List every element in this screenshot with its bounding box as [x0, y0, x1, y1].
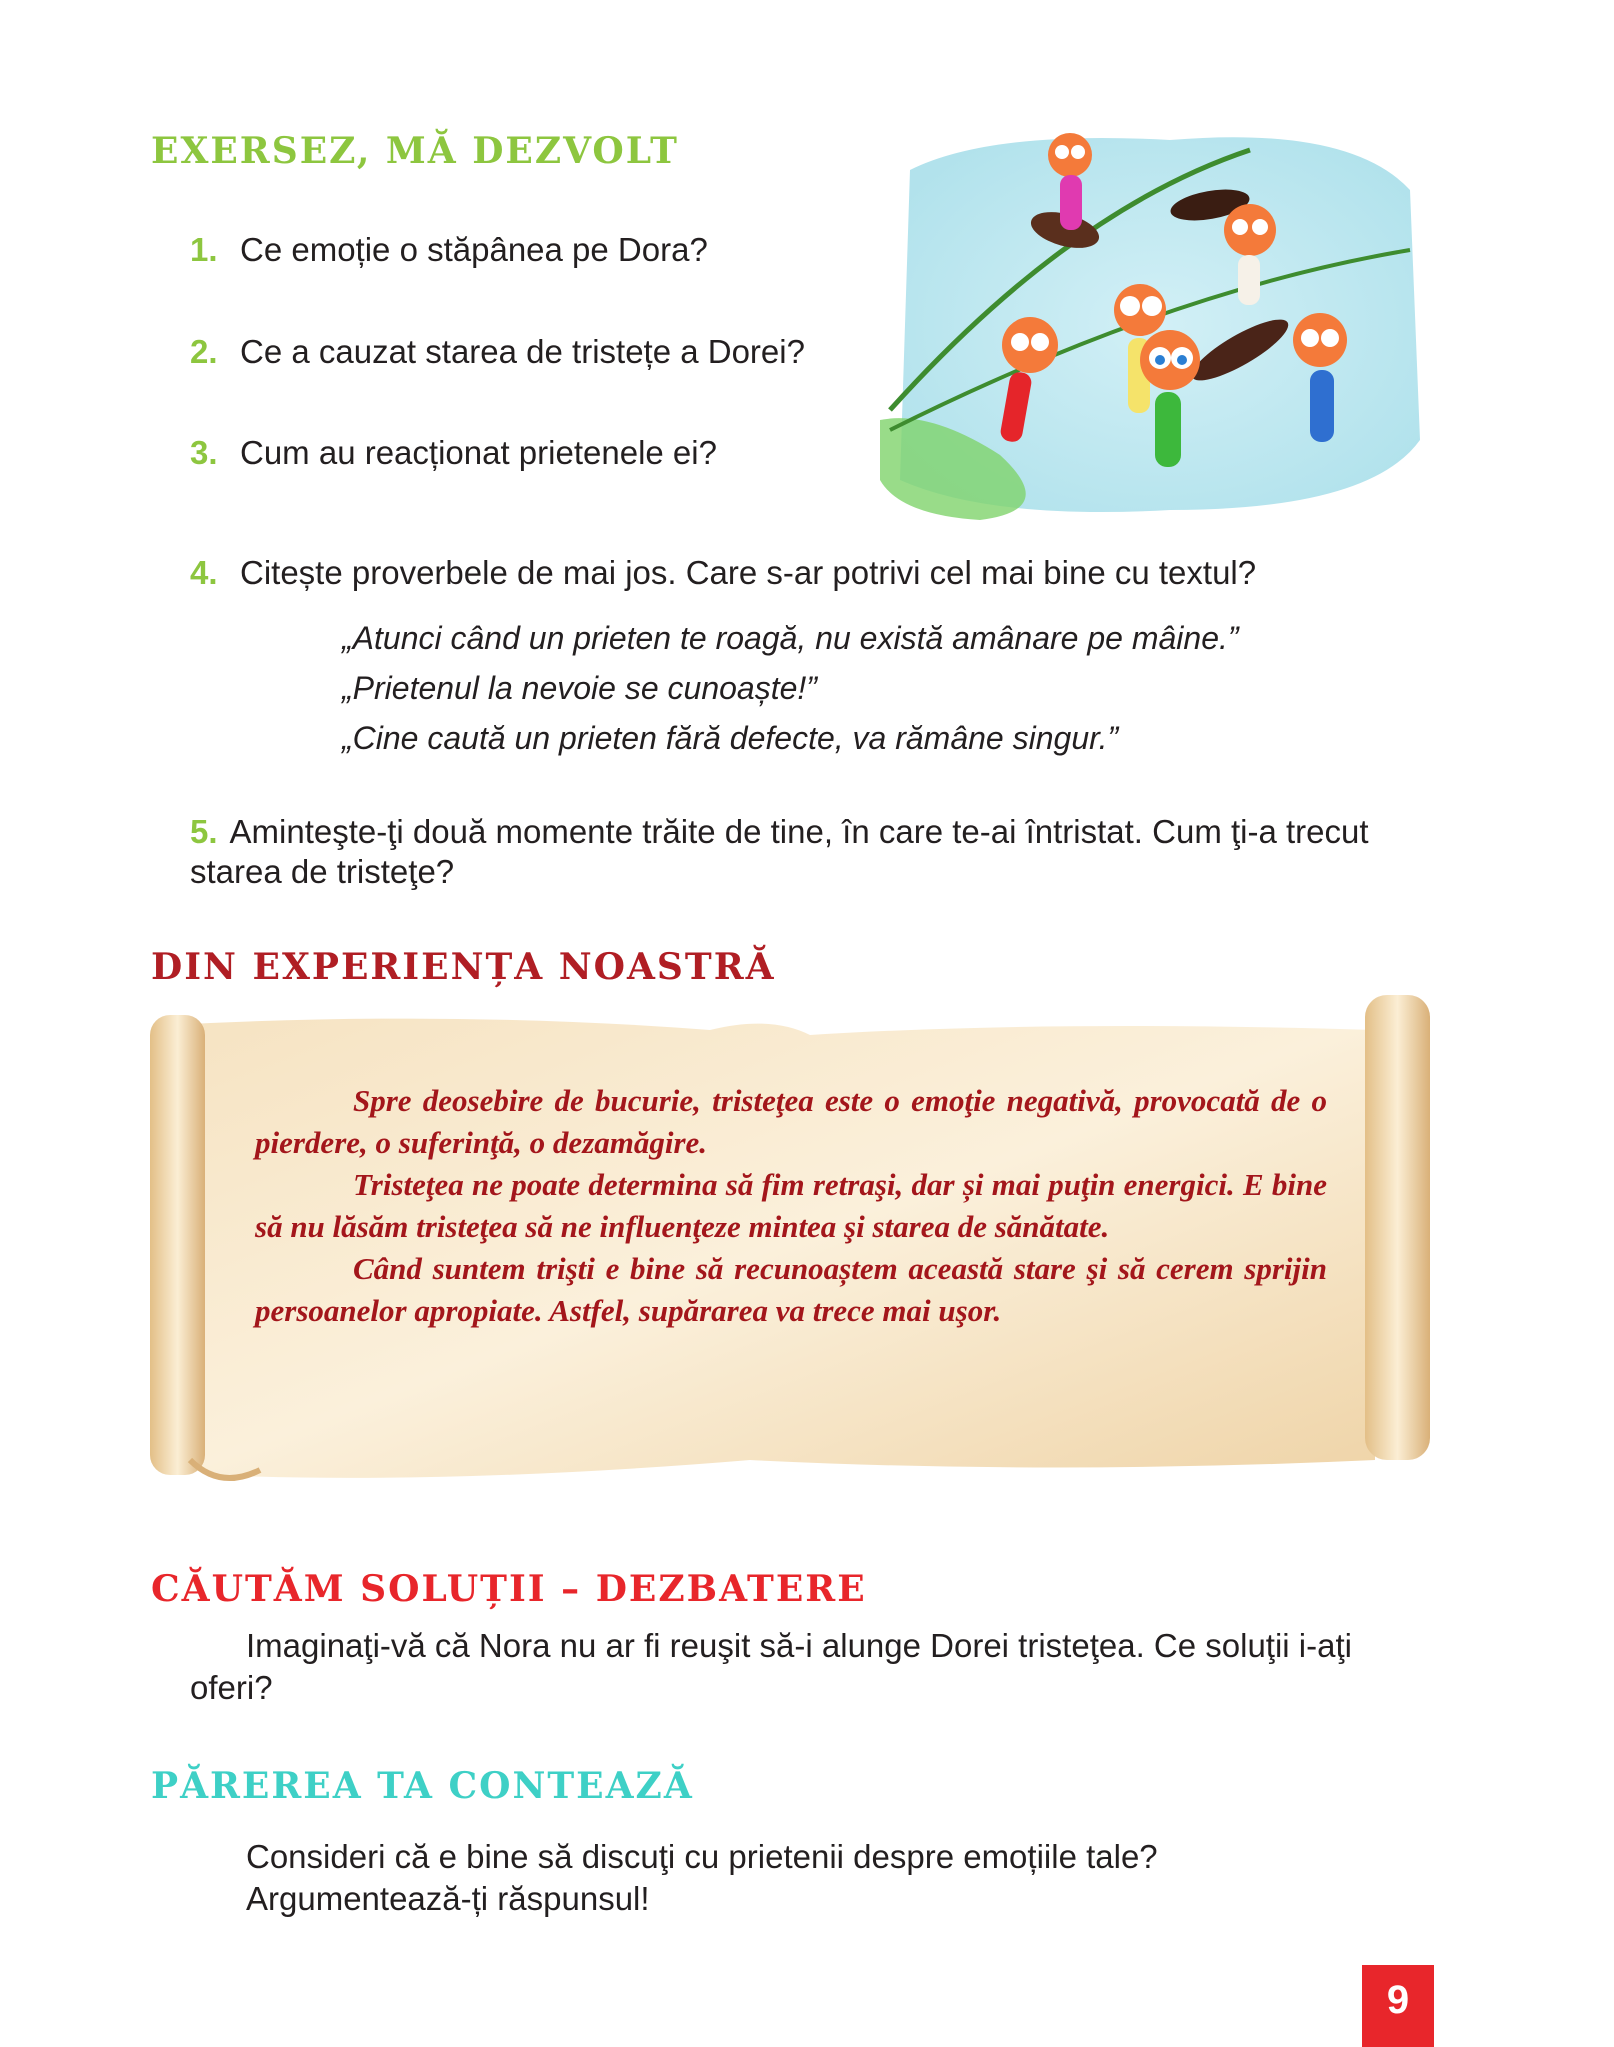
question-1: 1. Ce emoție o stăpânea pe Dora?: [190, 231, 708, 268]
opinion-line: Argumentează-ți răspunsul!: [246, 1880, 650, 1917]
question-5: 5. Aminteşte-ţi două momente trăite de tine, în care te-ai întristat. Cum ţi-a trecut starea de tristeţe?: [190, 813, 1369, 890]
opinion-line: Consideri că e bine să discuţi cu prietenii despre emoțiile tale?: [246, 1838, 1158, 1875]
proverb-3: „Cine caută un prieten fără defecte, va rămâne singur.”: [342, 720, 1119, 756]
question-text: Cum au reacționat prietenele ei?: [240, 434, 717, 471]
debate-text: Imaginaţi-vă că Nora nu ar fi reuşit să-i alunge Dorei tristeţea. Ce soluţii i-aţi oferi?: [190, 1627, 1352, 1706]
question-text: Ce a cauzat starea de tristețe a Dorei?: [240, 333, 805, 370]
opinion-text: [246, 1836, 1426, 1920]
scroll-paragraph: Tristeţea ne poate determina să fim retraşi, dar și mai puţin energici. E bine să nu lăsăm tristeţea să ne influenţeze mintea şi starea de sănătate.: [255, 1167, 1327, 1244]
page-number: 9: [1362, 1965, 1434, 2047]
question-text: Aminteşte-ţi două momente trăite de tine, în care te-ai întristat. Cum ţi-a trecut starea de tristeţe?: [190, 813, 1369, 890]
question-text: Ce emoție o stăpânea pe Dora?: [240, 231, 708, 268]
section-heading-experienta: DIN EXPERIENȚA NOASTRĂ: [151, 946, 776, 988]
section-heading-exersez: EXERSEZ, MĂ DEZVOLT: [151, 130, 679, 172]
section-heading-parerea: PĂREREA TA CONTEAZĂ: [151, 1765, 694, 1807]
scroll-text: [255, 1080, 1327, 1332]
section-heading-cautam: CĂUTĂM SOLUȚII – DEZBATERE: [151, 1568, 867, 1610]
question-3: 3. Cum au reacționat prietenele ei?: [190, 434, 717, 471]
question-4: 4. Citește proverbele de mai jos. Care s-ar potrivi cel mai bine cu textul?: [190, 554, 1257, 591]
scroll-paragraph: Când suntem trişti e bine să recunoaștem această stare şi să cerem sprijin persoanelor apropiate. Astfel, supărarea va trece mai uşor.: [255, 1251, 1327, 1328]
proverb-1: „Atunci când un prieten te roagă, nu există amânare pe mâine.”: [342, 620, 1239, 656]
question-2: 2. Ce a cauzat starea de tristețe a Dorei?: [190, 333, 805, 370]
insects-illustration: [870, 110, 1430, 540]
scroll-paragraph: Spre deosebire de bucurie, tristeţea este o emoţie negativă, provocată de o pierdere, o suferinţă, o dezamăgire.: [255, 1083, 1327, 1160]
question-text: Citește proverbele de mai jos. Care s-ar potrivi cel mai bine cu textul?: [240, 554, 1257, 591]
proverb-2: „Prietenul la nevoie se cunoaște!”: [342, 670, 817, 706]
